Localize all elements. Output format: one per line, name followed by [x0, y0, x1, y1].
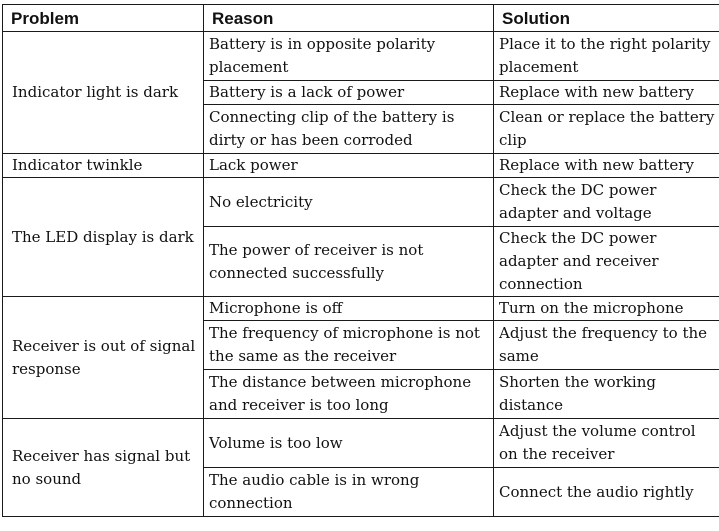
table-row [3, 297, 719, 321]
solution-cell: Turn on the microphone [494, 297, 719, 321]
table-row [3, 32, 719, 81]
solution-cell: Place it to the right polarity placement [494, 32, 719, 81]
reason-cell: Battery is in opposite polarity placement [204, 32, 494, 81]
table-header [3, 5, 719, 32]
solution-cell: Check the DC power adapter and voltage [494, 178, 719, 227]
reason-cell: Battery is a lack of power [204, 81, 494, 105]
problem-cell: Receiver has signal but no sound [3, 419, 204, 517]
table-row [3, 154, 719, 178]
table-row [3, 178, 719, 227]
troubleshooting-table [2, 4, 719, 517]
problem-cell: The LED display is dark [3, 178, 204, 297]
solution-cell: Shorten the working distance [494, 370, 719, 419]
table-row [3, 419, 719, 468]
reason-cell: Lack power [204, 154, 494, 178]
reason-cell: The frequency of microphone is not the same as the receiver [204, 321, 494, 370]
reason-cell: The audio cable is in wrong connection [204, 468, 494, 517]
problem-cell: Receiver is out of signal response [3, 297, 204, 419]
solution-cell: Connect the audio rightly [494, 468, 719, 517]
header-reason: Reason [204, 5, 494, 32]
problem-cell: Indicator light is dark [3, 32, 204, 154]
reason-cell: Microphone is off [204, 297, 494, 321]
reason-cell: The power of receiver is not connected successfully [204, 227, 494, 297]
solution-cell: Replace with new battery [494, 154, 719, 178]
solution-cell: Replace with new battery [494, 81, 719, 105]
header-problem: Problem [3, 5, 204, 32]
reason-cell: Connecting clip of the battery is dirty or has been corroded [204, 105, 494, 154]
reason-cell: The distance between microphone and receiver is too long [204, 370, 494, 419]
solution-cell: Check the DC power adapter and receiver connection [494, 227, 719, 297]
solution-cell: Adjust the frequency to the same [494, 321, 719, 370]
problem-cell: Indicator twinkle [3, 154, 204, 178]
solution-cell: Adjust the volume control on the receiver [494, 419, 719, 468]
reason-cell: Volume is too low [204, 419, 494, 468]
reason-cell: No electricity [204, 178, 494, 227]
solution-cell: Clean or replace the battery clip [494, 105, 719, 154]
header-solution: Solution [494, 5, 719, 32]
